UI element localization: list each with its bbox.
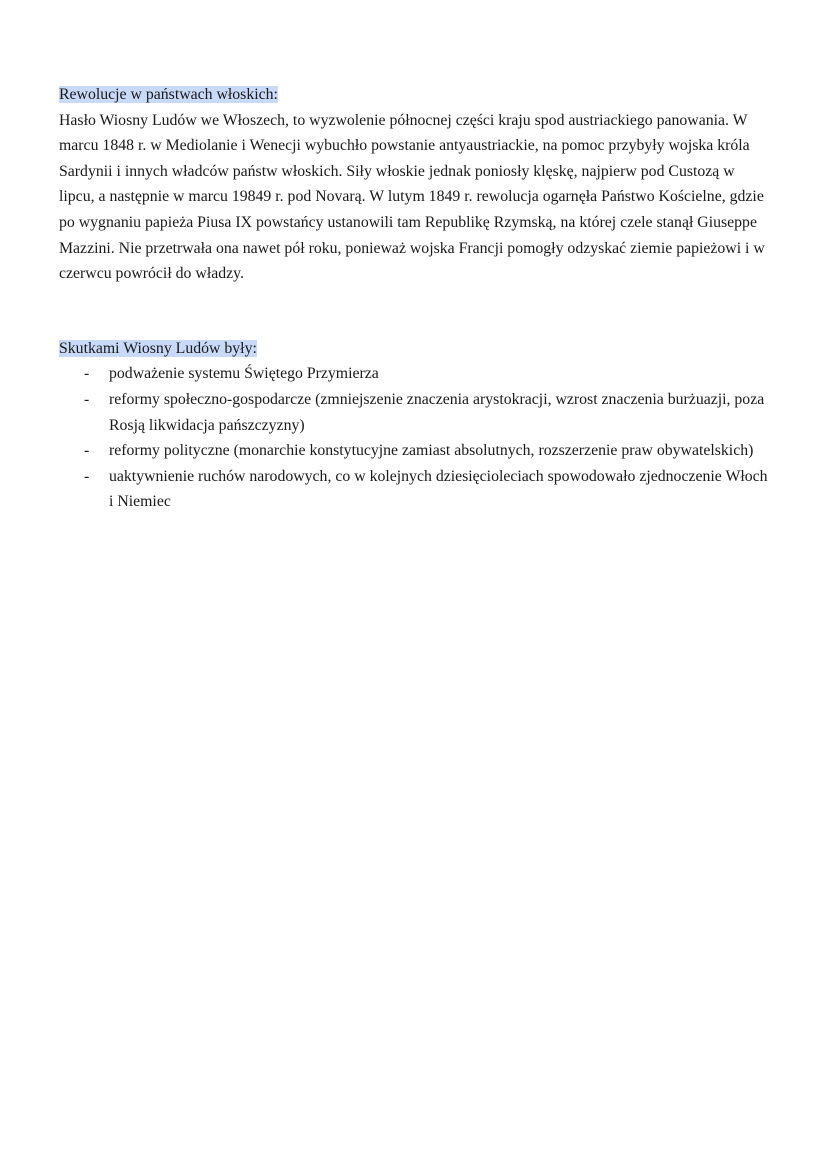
section-heading bbox=[59, 82, 774, 108]
list-item-text: reformy polityczne (monarchie konstytucyjne zamiast absolutnych, rozszerzenie praw obywatelskich) bbox=[109, 442, 754, 460]
section-heading bbox=[59, 336, 774, 362]
list-item bbox=[59, 438, 774, 464]
section-effects bbox=[59, 336, 774, 515]
highlighted-heading-text: Rewolucje w państwach włoskich: bbox=[59, 86, 278, 103]
section-revolutions-italy bbox=[59, 82, 774, 287]
list-item-text: podważenie systemu Świętego Przymierza bbox=[109, 365, 379, 383]
list-item bbox=[59, 361, 774, 387]
list-item-text: uaktywnienie ruchów narodowych, co w kolejnych dziesięcioleciach spowodowało zjednoczenie Włoch i Niemiec bbox=[109, 467, 768, 511]
bullet-dash: - bbox=[84, 467, 90, 485]
bullet-dash: - bbox=[84, 365, 90, 383]
list-item bbox=[59, 464, 774, 515]
body-paragraph: Hasło Wiosny Ludów we Włoszech, to wyzwolenie północnej części kraju spod austriackiego panowania. W marcu 1848 r. w Mediolanie i Wenecji wybuchło powstanie antyaustriackie, na pomoc przybyły wojska króla Sardynii i innych władców państw włoskich. Siły włoskie jednak poniosły klęskę, najpierw pod Custozą w lipcu, a następnie w marcu 19849 r. pod Novarą. W lutym 1849 r. rewolucja ogarnęła Państwo Kościelne, gdzie po wygnaniu papieża Piusa IX powstańcy ustanowili tam Republikę Rzymską, na której czele stanął Giuseppe Mazzini. Nie przetrwała ona nawet pół roku, ponieważ wojska Francji pomogły odzyskać ziemie papieżowi i w czerwcu powrócił do władzy. bbox=[59, 111, 765, 283]
effects-list bbox=[59, 361, 774, 515]
document-page bbox=[59, 82, 774, 515]
highlighted-heading-text: Skutkami Wiosny Ludów były: bbox=[59, 339, 257, 357]
bullet-dash: - bbox=[84, 442, 90, 460]
bullet-dash: - bbox=[84, 390, 90, 408]
list-item-text: reformy społeczno-gospodarcze (zmniejszenie znaczenia arystokracji, wzrost znaczenia burżuazji, poza Rosją likwidacja pańszczyzny) bbox=[109, 390, 765, 434]
list-item bbox=[59, 387, 774, 438]
